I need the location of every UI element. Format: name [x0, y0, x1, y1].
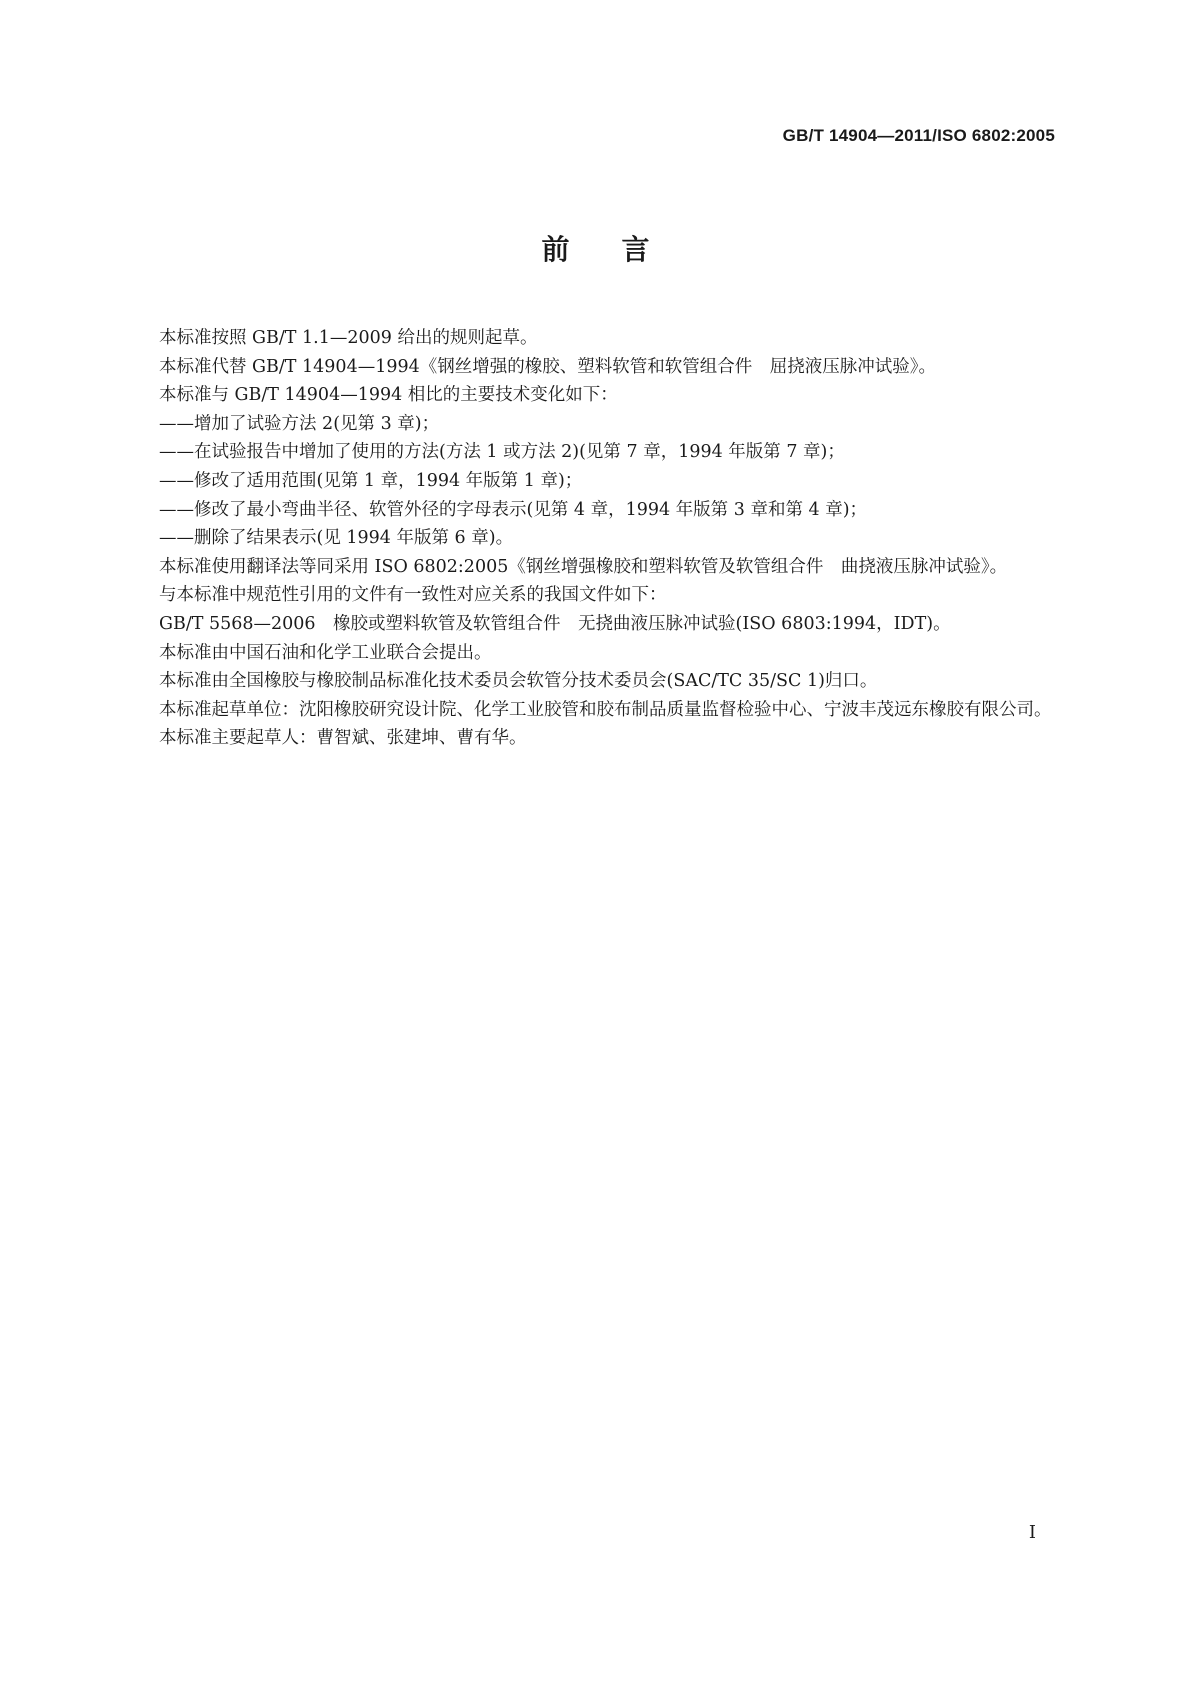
- list-item: ——增加了试验方法 2(见第 3 章)；: [159, 413, 440, 434]
- list-item: ——在试验报告中增加了使用的方法(方法 1 或方法 2)(见第 7 章，1994 年版第 7 章)；: [159, 442, 845, 463]
- page-title: 前言: [541, 233, 702, 266]
- paragraph-reference-item: GB/T 5568—2006 橡胶或塑料软管及软管组合件 无挠曲液压脉冲试验(ISO 6803:1994，IDT)。: [159, 613, 951, 634]
- paragraph-adoption: 本标准使用翻译法等同采用 ISO 6802:2005《钢丝增强橡胶和塑料软管及软管组合件 曲挠液压脉冲试验》。: [159, 556, 1008, 577]
- paragraph-administered-by: 本标准由全国橡胶与橡胶制品标准化技术委员会软管分技术委员会(SAC/TC 35/SC 1)归口。: [159, 671, 878, 692]
- page-number: I: [1028, 1522, 1036, 1543]
- list-item: ——删除了结果表示(见 1994 年版第 6 章)。: [159, 528, 514, 549]
- paragraph-changes-intro: 本标准与 GB/T 14904—1994 相比的主要技术变化如下：: [159, 385, 618, 406]
- foreword-body: [124, 324, 1054, 753]
- paragraph-proposed-by: 本标准由中国石油和化学工业联合会提出。: [159, 642, 492, 663]
- paragraph-drafters: 本标准主要起草人：曹智斌、张建坤、曹有华。: [159, 728, 527, 749]
- paragraph-replaces: 本标准代替 GB/T 14904—1994《钢丝增强的橡胶、塑料软管和软管组合件 屈挠液压脉冲试验》。: [159, 356, 936, 377]
- standard-code: GB/T 14904—2011/ISO 6802:2005: [782, 126, 1055, 145]
- paragraph-drafting-units: 本标准起草单位：沈阳橡胶研究设计院、化学工业胶管和胶布制品质量监督检验中心、宁波丰茂远东橡胶有限公司。: [159, 699, 1052, 720]
- list-item: ——修改了最小弯曲半径、软管外径的字母表示(见第 4 章，1994 年版第 3 章和第 4 章)；: [159, 499, 868, 520]
- list-item: ——修改了适用范围(见第 1 章，1994 年版第 1 章)；: [159, 470, 583, 491]
- paragraph-drafting-rules: 本标准按照 GB/T 1.1—2009 给出的规则起草。: [159, 328, 538, 348]
- paragraph-references-intro: 与本标准中规范性引用的文件有一致性对应关系的我国文件如下：: [159, 585, 667, 606]
